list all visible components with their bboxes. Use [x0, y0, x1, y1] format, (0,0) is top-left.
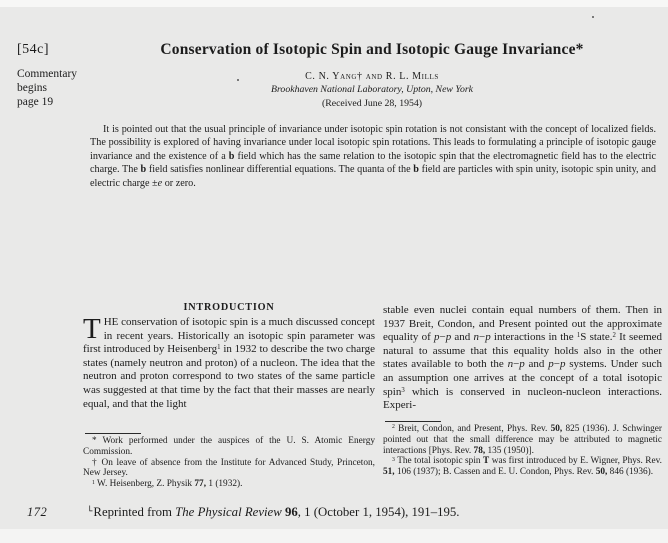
- footnote-leave-of-absence: † On leave of absence from the Institute for Advanced Study, Princeton, New Jersey.: [83, 457, 375, 479]
- body-column-left: [83, 316, 375, 430]
- footnote-rule-right: [385, 421, 441, 422]
- reprint-source-line: └Reprinted from The Physical Review 96, 1 (October 1, 1954), 191–195.: [87, 505, 460, 519]
- commentary-note-line: begins: [17, 81, 48, 94]
- footnotes-left-column: [83, 436, 375, 494]
- footnote-rule-left: [85, 433, 141, 434]
- footnote-work-auspices: * Work performed under the auspices of the U. S. Atomic Energy Commission.: [83, 436, 375, 457]
- commentary-note-line: page 19: [17, 95, 54, 108]
- footnote-total-isotopic-spin-ref: $^3$ The total isotopic spin T was first introduced by E. Wigner, Phys. Rev. 51, 106 (1937); B. Cassen and E. U. Condon, Phys. Rev. 50, 846 (1936).: [383, 456, 662, 478]
- authors-line: C. N. Yang† and R. L. Mills: [305, 71, 439, 82]
- body-text-left: HE conservation of isotopic spin is a much discussed concept in recent years. Historically an isotopic spin parameter was first introduced by Heisenberg$^1$ in 1932 to describe the two charge states (namely neutron and proton) of a nucleon. The idea that the neutron and proton correspond to two states of the same particle was suggested at that time by the fact that their masses are nearly equal, and that the light: [83, 316, 375, 410]
- commentary-margin-note: [17, 68, 77, 109]
- drop-cap: T: [83, 316, 101, 345]
- footnote-heisenberg-ref: $^1$ W. Heisenberg, Z. Physik 77, 1 (1932).: [92, 479, 243, 490]
- body-paragraph: [83, 316, 375, 411]
- body-paragraph: stable even nuclei contain equal numbers of them. Then in 1937 Breit, Condon, and Present pointed out the approximate equality of p−p and n−p interactions in the $^1$S state.$^2$ It seemed natural to assume that this equality holds also in the other states available to both the n−p and p−p systems. Under such an assumption one arrives at the concept of a total isotopic spin$^3$ which is conserved in nucleon-nucleon interactions. Experi-: [383, 304, 662, 412]
- paper-title: Conservation of Isotopic Spin and Isotopic Gauge Invariance*: [160, 41, 584, 58]
- commentary-note-line: Commentary: [17, 68, 78, 80]
- body-column-right: [383, 304, 662, 424]
- abstract-text: It is pointed out that the usual principle of invariance under isotopic spin rotation is not consistant with the concept of localized fields. The possibility is explored of having invariance under local isotopic spin rotations. This leads to formulating a principle of isotopic gauge invariance and the existence of a b field which has the same relation to the isotopic spin that the electromagnetic field has to the electric charge. The b field satisfies nonlinear differential equations. The quanta of the b field are particles with spin unity, isotopic spin unity, and electric charge ±e or zero.: [90, 124, 656, 189]
- abstract-paragraph: [90, 123, 656, 205]
- reprint-number-label: [54c]: [17, 42, 50, 57]
- scan-edge-top: [0, 0, 668, 7]
- received-date-line: (Received June 28, 1954): [321, 98, 423, 109]
- scan-artifact-dot: [237, 79, 239, 81]
- page-number: 172: [27, 505, 48, 519]
- scan-edge-bottom: [0, 529, 668, 543]
- affiliation-line: Brookhaven National Laboratory, Upton, New York: [270, 84, 474, 95]
- footnotes-right-column: [383, 424, 662, 492]
- scan-artifact-dot: [592, 16, 594, 18]
- footnote-breit-condon-present-ref: $^2$ Breit, Condon, and Present, Phys. Rev. 50, 825 (1936). J. Schwinger pointed out that the small difference may be attributed to magnetic interactions [Phys. Rev. 78, 135 (1950)].: [383, 424, 662, 456]
- section-heading-introduction: INTRODUCTION: [183, 302, 275, 313]
